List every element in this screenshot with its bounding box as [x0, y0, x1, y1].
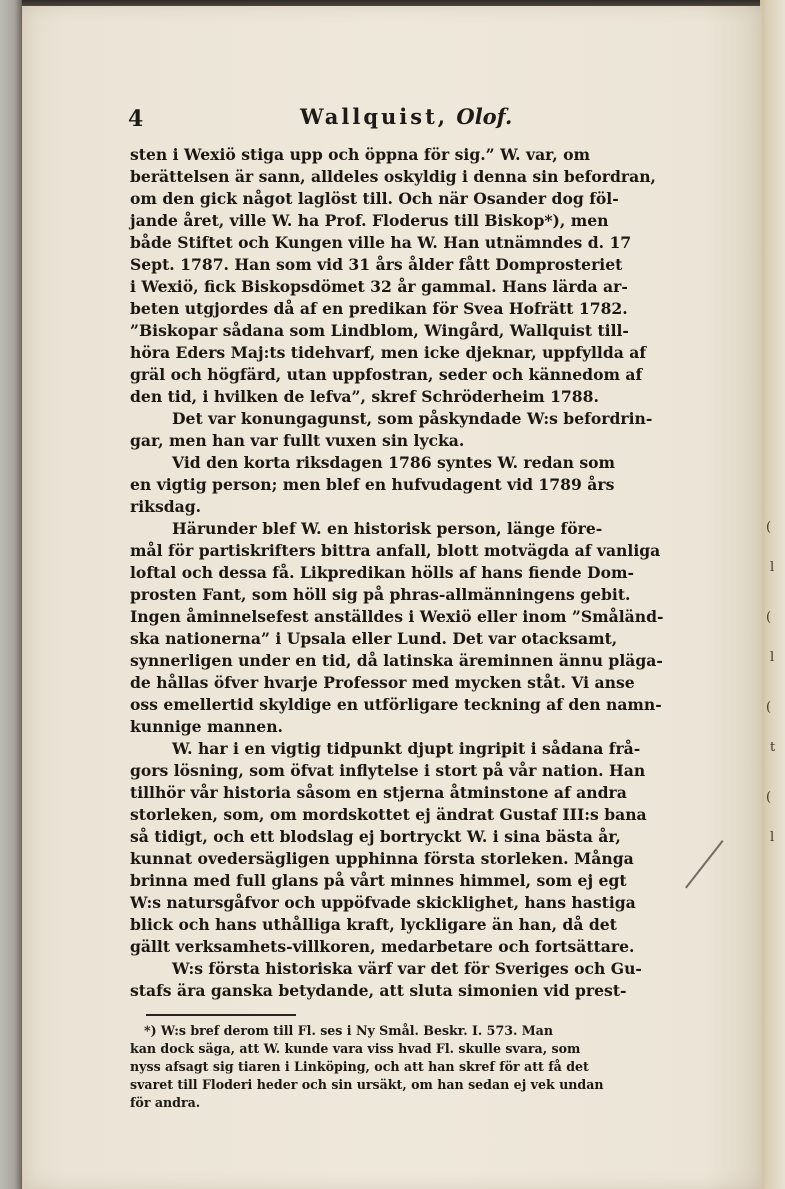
- body-line: W. har i en vigtig tidpunkt djupt ingripit i sådana frå-: [172, 739, 641, 758]
- body-line: Det var konungagunst, som påskyndade W:s befordrin-: [172, 409, 653, 428]
- footnote-line: *) W:s bref derom till Fl. ses i Ny Smål. Beskr. I. 573. Man: [144, 1023, 553, 1038]
- body-line: loftal och dessa få. Likpredikan hölls af hans fiende Dom-: [130, 563, 634, 582]
- body-line: höra Eders Maj:ts tidehvarf, men icke djeknar, uppfyllda af: [130, 343, 647, 362]
- body-line: gräl och högfärd, utan uppfostran, seder och kännedom af: [130, 365, 643, 384]
- body-line: en vigtig person; men blef en hufvudagent vid 1789 års: [130, 475, 615, 494]
- body-line: Sept. 1787. Han som vid 31 års ålder fått Domprosteriet: [130, 255, 623, 274]
- margin-mark: l: [770, 650, 775, 665]
- body-line: W:s natursgåfvor och uppöfvade skicklighet, hans hastiga: [130, 893, 636, 912]
- body-line: oss emellertid skyldige en utförligare teckning af den namn-: [130, 695, 662, 714]
- body-line: Härunder blef W. en historisk person, länge före-: [172, 519, 603, 538]
- margin-mark: (: [766, 610, 772, 625]
- body-line: berättelsen är sann, alldeles oskyldig i denna sin befordran,: [130, 167, 656, 186]
- body-line: i Wexiö, fick Biskopsdömet 32 år gammal. Hans lärda ar-: [130, 277, 628, 296]
- body-line: den tid, i hvilken de lefva”, skref Schröderheim 1788.: [130, 387, 599, 406]
- body-line: storleken, som, om mordskottet ej ändrat Gustaf III:s bana: [130, 805, 647, 824]
- running-head-given: Olof.: [456, 104, 513, 129]
- margin-mark: l: [770, 830, 775, 845]
- body-line: ska nationerna” i Upsala eller Lund. Det var otacksamt,: [130, 629, 618, 648]
- body-line: Vid den korta riksdagen 1786 syntes W. redan som: [172, 453, 616, 472]
- margin-mark: (: [766, 520, 772, 535]
- margin-mark: (: [766, 790, 772, 805]
- body-line: jande året, ville W. ha Prof. Floderus till Biskop*), men: [130, 211, 609, 230]
- body-line: riksdag.: [130, 497, 202, 516]
- page-number: 4: [128, 106, 144, 132]
- body-line: brinna med full glans på vårt minnes himmel, som ej egt: [130, 871, 627, 890]
- body-line: stafs ära ganska betydande, att sluta simonien vid prest-: [130, 981, 627, 1000]
- footnote-line: för andra.: [130, 1095, 201, 1110]
- body-line: blick och hans uthålliga kraft, lyckligare än han, då det: [130, 915, 617, 934]
- book-spine-edge: [0, 0, 24, 1189]
- running-head-name: Wallquist,: [300, 104, 449, 129]
- body-line: om den gick något laglöst till. Och när Osander dog föl-: [130, 189, 619, 208]
- body-line: gar, men han var fullt vuxen sin lycka.: [130, 431, 465, 450]
- body-line: sten i Wexiö stiga upp och öppna för sig.” W. var, om: [130, 145, 591, 164]
- body-line: beten utgjordes då af en predikan för Svea Hofrätt 1782.: [130, 299, 628, 318]
- body-line: gällt verksamhets-villkoren, medarbetare och fortsättare.: [130, 937, 635, 956]
- body-line: synnerligen under en tid, då latinska äreminnen ännu pläga-: [130, 651, 663, 670]
- margin-mark: t: [770, 740, 776, 755]
- margin-mark: l: [770, 560, 775, 575]
- body-line: prosten Fant, som höll sig på phras-allmänningens gebit.: [130, 585, 631, 604]
- body-line: W:s första historiska värf var det för Sveriges och Gu-: [172, 959, 642, 978]
- body-line: kunnat ovedersägligen upphinna första storleken. Många: [130, 849, 634, 868]
- body-line: tillhör vår historia såsom en stjerna åtminstone af andra: [130, 783, 627, 802]
- running-head: [300, 104, 512, 129]
- body-line: kunnige mannen.: [130, 717, 283, 736]
- body-line: både Stiftet och Kungen ville ha W. Han utnämndes d. 17: [130, 233, 632, 252]
- page-header: [128, 104, 628, 134]
- footnote-rule: [146, 1014, 296, 1016]
- body-line: mål för partiskrifters bittra anfall, blott motvägda af vanliga: [130, 541, 661, 560]
- body-line: gors lösning, som öfvat inflytelse i stort på vår nation. Han: [130, 761, 646, 780]
- facing-page-margin-marks: [762, 520, 784, 920]
- body-line: de hållas öfver hvarje Professor med mycken ståt. Vi anse: [130, 673, 635, 692]
- footnote-line: kan dock säga, att W. kunde vara viss hvad Fl. skulle svara, som: [130, 1041, 581, 1056]
- body-line: Ingen åminnelsefest anställdes i Wexiö eller inom ”Småländ-: [130, 607, 664, 626]
- body-line: ”Biskopar sådana som Lindblom, Wingård, Wallquist till-: [130, 321, 629, 340]
- margin-mark: (: [766, 700, 772, 715]
- footnote-line: nyss afsagt sig tiaren i Linköping, och att han skref för att få det: [130, 1059, 589, 1074]
- footnote-line: svaret till Floderi heder och sin ursäkt, om han sedan ej vek undan: [130, 1077, 604, 1092]
- body-line: så tidigt, och ett blodslag ej bortryckt W. i sina bästa år,: [130, 827, 621, 846]
